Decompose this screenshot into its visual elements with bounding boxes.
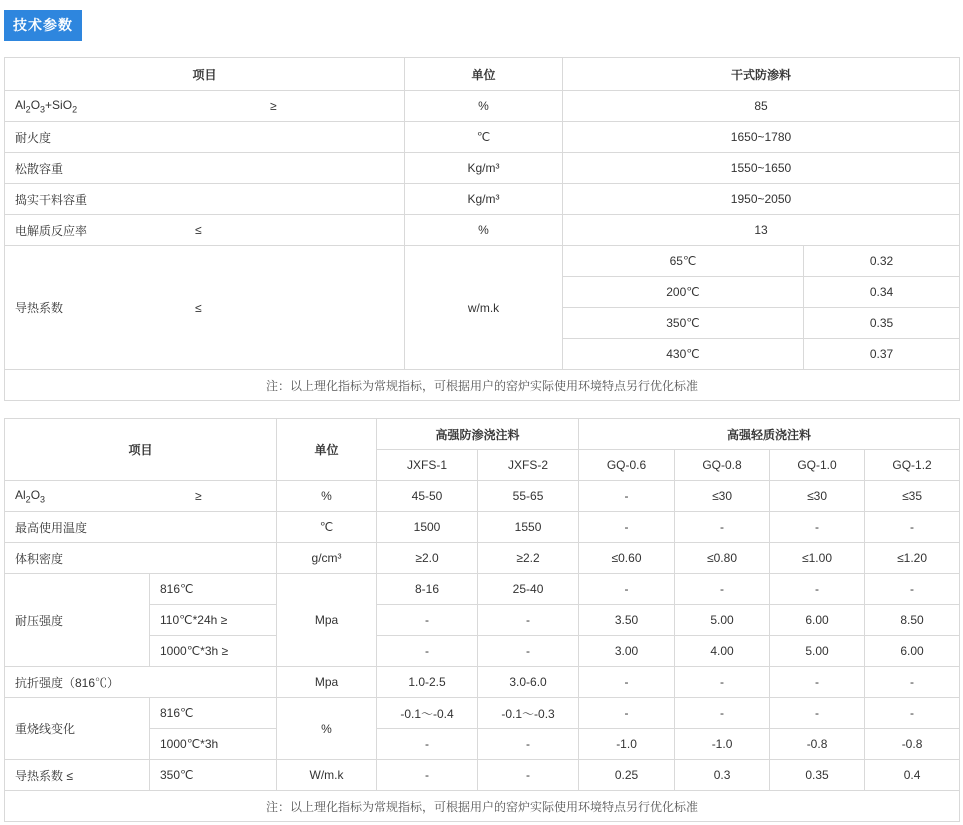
row-value: 45-50	[377, 481, 478, 512]
col-header-unit: 单位	[405, 58, 563, 91]
row-value: -	[377, 760, 478, 791]
page-title: 技术参数	[4, 10, 82, 41]
col-header-gq-12: GQ-1.2	[865, 450, 960, 481]
conductivity-unit: W/m.k	[277, 760, 377, 791]
table-row	[5, 153, 960, 184]
row-unit: ℃	[405, 122, 563, 153]
row-value: 0.25	[579, 760, 675, 791]
row-value: -	[579, 512, 675, 543]
row-value: ≥2.0	[377, 543, 478, 574]
row-value: 3.50	[579, 605, 675, 636]
row-value: ≤0.60	[579, 543, 675, 574]
row-value: -	[579, 667, 675, 698]
col-header-group-2: 高强轻质浇注料	[579, 419, 960, 450]
row-item-label: 体积密度	[5, 543, 277, 574]
compressive-sub-label: 816℃	[150, 574, 277, 605]
row-value: -	[770, 512, 865, 543]
row-item-text: $Al_2O_3$	[15, 487, 46, 505]
row-value: -	[377, 605, 478, 636]
row-value: -	[579, 698, 675, 729]
table-note: 注：以上理化指标为常规指标，可根据用户的窑炉实际使用环境特点另行优化标准	[5, 791, 960, 822]
row-value: -0.8	[770, 729, 865, 760]
table-row-conductivity	[5, 760, 960, 791]
row-item-symbol: ≤	[195, 223, 202, 237]
row-unit: %	[277, 481, 377, 512]
conductivity-temp: 200℃	[563, 277, 804, 308]
shrinkage-sub-label: 816℃	[150, 698, 277, 729]
row-value: -	[675, 574, 770, 605]
row-value: 13	[563, 215, 960, 246]
table-row	[5, 184, 960, 215]
row-item-label	[5, 481, 277, 512]
row-value: 1500	[377, 512, 478, 543]
col-header-jxfs-2: JXFS-2	[478, 450, 579, 481]
conductivity-value: 0.35	[804, 308, 960, 339]
row-value: -	[478, 760, 579, 791]
shrinkage-sub-label: 1000℃*3h	[150, 729, 277, 760]
row-value: -0.8	[865, 729, 960, 760]
row-value: 25-40	[478, 574, 579, 605]
row-value: -	[675, 698, 770, 729]
row-value: -1.0	[675, 729, 770, 760]
flexural-item-label: 抗折强度（816℃）	[5, 667, 277, 698]
row-value: 1550	[478, 512, 579, 543]
table-row	[5, 512, 960, 543]
row-value: 5.00	[770, 636, 865, 667]
row-value: ≤1.20	[865, 543, 960, 574]
row-value: -	[675, 512, 770, 543]
col-header-jxfs-1: JXFS-1	[377, 450, 478, 481]
row-unit: %	[405, 91, 563, 122]
row-item-label: 最高使用温度	[5, 512, 277, 543]
table-row	[5, 91, 960, 122]
row-value: 85	[563, 91, 960, 122]
row-value: 6.00	[865, 636, 960, 667]
row-item-label	[5, 184, 405, 215]
table-row	[5, 122, 960, 153]
conductivity-item-label: 导热系数 ≤	[5, 760, 150, 791]
col-header-unit: 单位	[277, 419, 377, 481]
row-value: 1.0-2.5	[377, 667, 478, 698]
row-value: -	[675, 667, 770, 698]
shrinkage-item-label: 重烧线变化	[5, 698, 150, 760]
flexural-unit: Mpa	[277, 667, 377, 698]
row-value: -	[377, 729, 478, 760]
conductivity-item-label	[5, 246, 405, 370]
row-value: 3.00	[579, 636, 675, 667]
row-value: -	[579, 481, 675, 512]
row-value: -	[770, 667, 865, 698]
row-value: ≤1.00	[770, 543, 865, 574]
row-value: -	[770, 698, 865, 729]
row-value: ≤30	[770, 481, 865, 512]
table-note-row	[5, 370, 960, 401]
row-value: 4.00	[675, 636, 770, 667]
row-unit: Kg/m³	[405, 153, 563, 184]
row-value: -1.0	[579, 729, 675, 760]
table-row-conductivity	[5, 246, 960, 277]
row-item-label	[5, 91, 405, 122]
row-value: 8-16	[377, 574, 478, 605]
row-value: 8.50	[865, 605, 960, 636]
row-value: 1650~1780	[563, 122, 960, 153]
row-item-label	[5, 153, 405, 184]
col-header-gq-06: GQ-0.6	[579, 450, 675, 481]
col-header-gq-10: GQ-1.0	[770, 450, 865, 481]
row-value: ≤0.80	[675, 543, 770, 574]
row-value: -	[478, 729, 579, 760]
row-value: -0.1～-0.4	[377, 698, 478, 729]
row-item-label	[5, 122, 405, 153]
row-item-label	[5, 215, 405, 246]
row-value: 0.35	[770, 760, 865, 791]
row-value: ≥2.2	[478, 543, 579, 574]
tech-parameters-table-2	[4, 418, 960, 822]
row-value: -	[865, 698, 960, 729]
row-value: -	[770, 574, 865, 605]
row-value: 3.0-6.0	[478, 667, 579, 698]
conductivity-item-text: 导热系数	[15, 301, 64, 315]
row-value: -	[865, 512, 960, 543]
col-header-item: 项目	[5, 58, 405, 91]
table2-header-row-1	[5, 419, 960, 450]
table-row	[5, 481, 960, 512]
row-item-text: 耐火度	[15, 130, 52, 145]
row-unit: g/cm³	[277, 543, 377, 574]
row-unit: %	[405, 215, 563, 246]
row-value: -	[865, 667, 960, 698]
conductivity-temp: 65℃	[563, 246, 804, 277]
row-item-text: 松散容重	[15, 161, 64, 176]
row-item-symbol: ≥	[270, 99, 277, 113]
col-header-gq-08: GQ-0.8	[675, 450, 770, 481]
row-value: -	[377, 636, 478, 667]
row-value: 0.4	[865, 760, 960, 791]
row-value: 1550~1650	[563, 153, 960, 184]
compressive-item-label: 耐压强度	[5, 574, 150, 667]
row-value: -	[478, 605, 579, 636]
col-header-item: 项目	[5, 419, 277, 481]
compressive-sub-label: 1000℃*3h ≥	[150, 636, 277, 667]
conductivity-sub-label: 350℃	[150, 760, 277, 791]
row-item-text: 捣实干料容重	[15, 192, 88, 207]
tech-parameters-table-1	[4, 57, 960, 401]
row-value: 55-65	[478, 481, 579, 512]
conductivity-value: 0.32	[804, 246, 960, 277]
compressive-sub-label: 110℃*24h ≥	[150, 605, 277, 636]
row-value: 5.00	[675, 605, 770, 636]
row-value: 6.00	[770, 605, 865, 636]
row-unit: ℃	[277, 512, 377, 543]
row-value: -	[478, 636, 579, 667]
row-value: -	[579, 574, 675, 605]
col-header-group-1: 高强防渗浇注料	[377, 419, 579, 450]
conductivity-temp: 350℃	[563, 308, 804, 339]
table-row-flexural	[5, 667, 960, 698]
table-row	[5, 215, 960, 246]
row-value: 0.3	[675, 760, 770, 791]
row-value: -	[865, 574, 960, 605]
conductivity-value: 0.34	[804, 277, 960, 308]
table-row-shrinkage	[5, 698, 960, 729]
conductivity-value: 0.37	[804, 339, 960, 370]
conductivity-item-symbol: ≤	[195, 300, 202, 315]
row-unit: Kg/m³	[405, 184, 563, 215]
table-row-compressive	[5, 574, 960, 605]
row-value: ≤35	[865, 481, 960, 512]
row-value: 1950~2050	[563, 184, 960, 215]
conductivity-unit: w/m.k	[405, 246, 563, 370]
row-item-text: $Al_2O_3+SiO_2$	[15, 97, 78, 115]
row-item-symbol: ≥	[195, 489, 202, 503]
table-note-row	[5, 791, 960, 822]
row-value: -0.1～-0.3	[478, 698, 579, 729]
row-item-text: 电解质反应率	[15, 223, 88, 238]
table-header-row	[5, 58, 960, 91]
row-value: ≤30	[675, 481, 770, 512]
compressive-unit: Mpa	[277, 574, 377, 667]
table-row	[5, 543, 960, 574]
col-header-material: 干式防渗料	[563, 58, 960, 91]
table-note: 注：以上理化指标为常规指标，可根据用户的窑炉实际使用环境特点另行优化标准	[5, 370, 960, 401]
conductivity-temp: 430℃	[563, 339, 804, 370]
shrinkage-unit: %	[277, 698, 377, 760]
